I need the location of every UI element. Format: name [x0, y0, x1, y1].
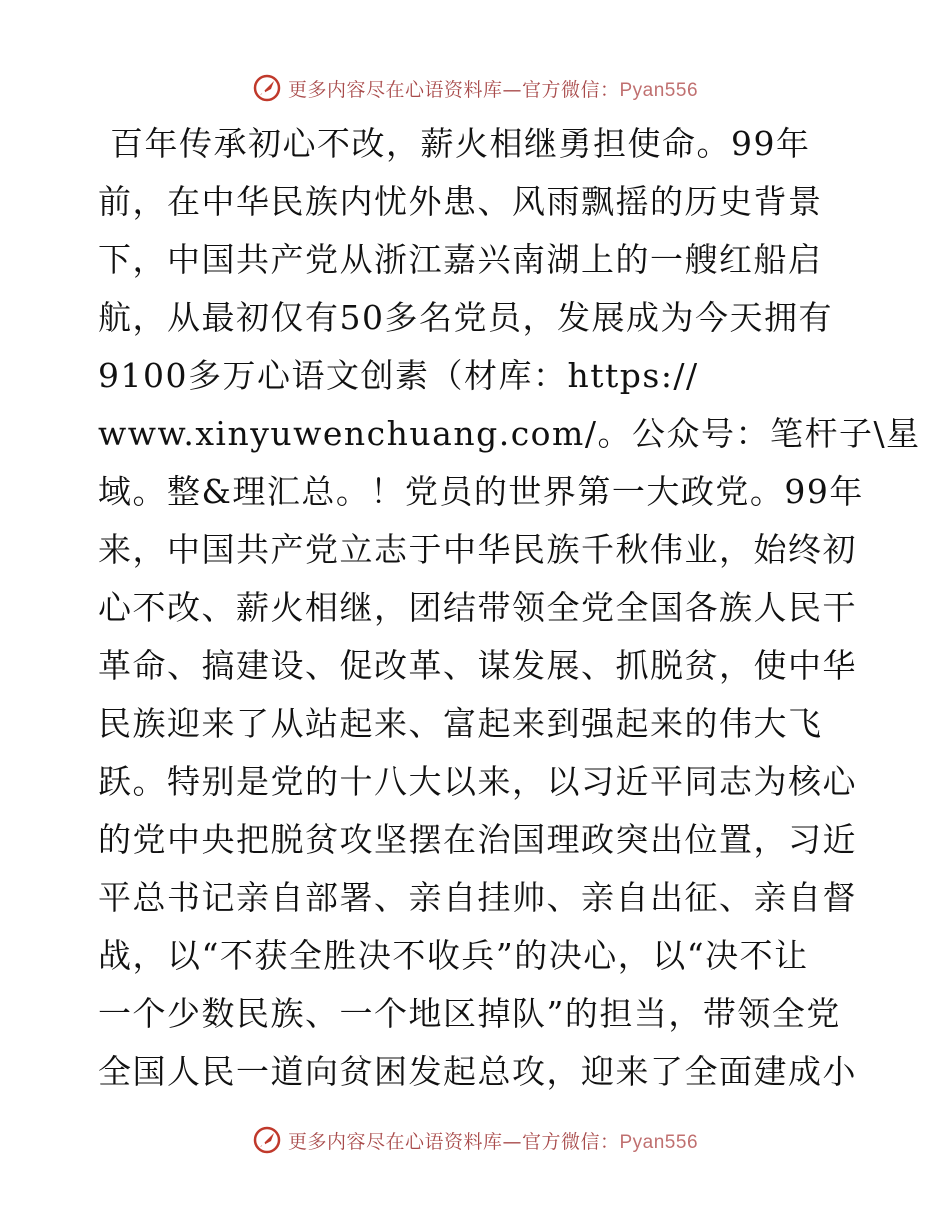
watermark-text-cn: 更多内容尽在心语资料库—官方微信： — [287, 78, 620, 101]
body-line: 来，中国共产党立志于中华民族千秋伟业，始终初 — [98, 530, 857, 569]
body-line: 下，中国共产党从浙江嘉兴南湖上的一艘红船启 — [98, 240, 823, 279]
body-line: 的党中央把脱贫攻坚摆在治国理政突出位置，习近 — [98, 820, 857, 859]
body-line: 9100多万心语文创素（材库：https:// — [98, 356, 699, 395]
body-line: 革命、搞建设、促改革、谋发展、抓脱贫，使中华 — [98, 646, 857, 685]
body-line: 一个少数民族、一个地区掉队”的担当，带领全党 — [98, 994, 841, 1033]
watermark-header — [0, 66, 950, 110]
body-line: www.xinyuwenchuang.com/。公众号：笔杆子\星 — [98, 414, 921, 453]
watermark-wechat-id: Pyan556 — [619, 79, 699, 101]
body-line: 航，从最初仅有50多名党员，发展成为今天拥有 — [98, 298, 833, 337]
body-line: 全国人民一道向贫困发起总攻，迎来了全面建成小 — [98, 1052, 857, 1091]
body-line: 跃。特别是党的十八大以来，以习近平同志为核心 — [98, 762, 857, 801]
quill-logo-icon — [252, 1125, 282, 1155]
body-line: 域。整&理汇总。！党员的世界第一大政党。99年 — [98, 472, 864, 511]
body-line: 百年传承初心不改，薪火相继勇担使命。99年 — [110, 124, 811, 163]
document-body — [98, 115, 921, 1101]
watermark-text — [288, 1127, 698, 1154]
body-line: 平总书记亲自部署、亲自挂帅、亲自出征、亲自督 — [98, 878, 857, 917]
watermark-text-cn: 更多内容尽在心语资料库—官方微信： — [287, 1130, 620, 1153]
body-line: 民族迎来了从站起来、富起来到强起来的伟大飞 — [98, 704, 823, 743]
quill-logo-icon — [252, 73, 282, 103]
watermark-text — [288, 75, 698, 102]
body-line: 战，以“不获全胜决不收兵”的决心，以“决不让 — [98, 936, 809, 975]
watermark-wechat-id: Pyan556 — [619, 1131, 699, 1153]
body-line: 心不改、薪火相继，团结带领全党全国各族人民干 — [98, 588, 857, 627]
body-line: 前，在中华民族内忧外患、风雨飘摇的历史背景 — [98, 182, 823, 221]
watermark-footer — [0, 1118, 950, 1162]
